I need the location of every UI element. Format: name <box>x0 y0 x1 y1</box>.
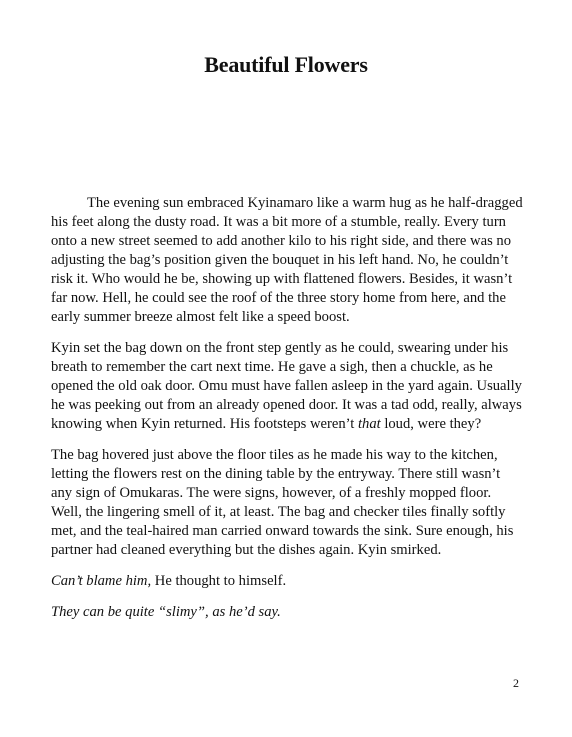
paragraph-3: The bag hovered just above the floor tiles as he made his way to the kitchen, letting the flowers rest on the dining table by the entryway. There still wasn’t any sign of Omukaras. The were signs, however, of a freshly mopped floor. Well, the lingering smell of it, at least. The bag and checker tiles finally softly met, and the teal-haired man carried onward towards the sink. Sure enough, his partner had cleaned everything but the dishes again. Kyin smirked. <box>51 447 514 558</box>
document-title: Beautiful Flowers <box>204 52 368 77</box>
paragraph-1: The evening sun embraced Kyinamaro like a warm hug as he half-dragged his feet along the dusty road. It was a bit more of a stumble, really. Every turn onto a new street seemed to add another kilo to his right side, and there was no adjusting the bag’s position given the bouquet in his left hand. No, he couldn’t risk it. Who would he be, showing up with flattened flowers. Besides, it wasn’t far now. Hell, he could see the roof of the three story home from here, and the early summer breeze almost felt like a speed boost. <box>51 195 523 325</box>
paragraph-2 <box>51 339 523 434</box>
paragraph-2-text-start: Kyin set the bag down on the front step gently as he could, swearing under his breath to remember the cart next time. He gave a sigh, then a chuckle, as he opened the old oak door. Omu must have fallen asleep in the yard again. Usually he was peeking out from an already opened door. It was a tad odd, really, always knowing when Kyin returned. His footsteps weren’t <box>51 340 522 432</box>
paragraph-2-emphasis: that <box>357 416 381 432</box>
paragraph-4-text: He thought to himself. <box>151 573 287 589</box>
paragraph-5 <box>51 603 523 622</box>
page-number: 2 <box>513 676 519 690</box>
document-body <box>51 194 523 634</box>
paragraph-2-text-end: loud, were they? <box>380 416 482 432</box>
paragraph-5-emphasis: They can be quite “slimy”, as he’d say. <box>51 604 281 620</box>
paragraph-4 <box>51 572 523 591</box>
paragraph-4-emphasis: Can’t blame him, <box>51 573 152 589</box>
